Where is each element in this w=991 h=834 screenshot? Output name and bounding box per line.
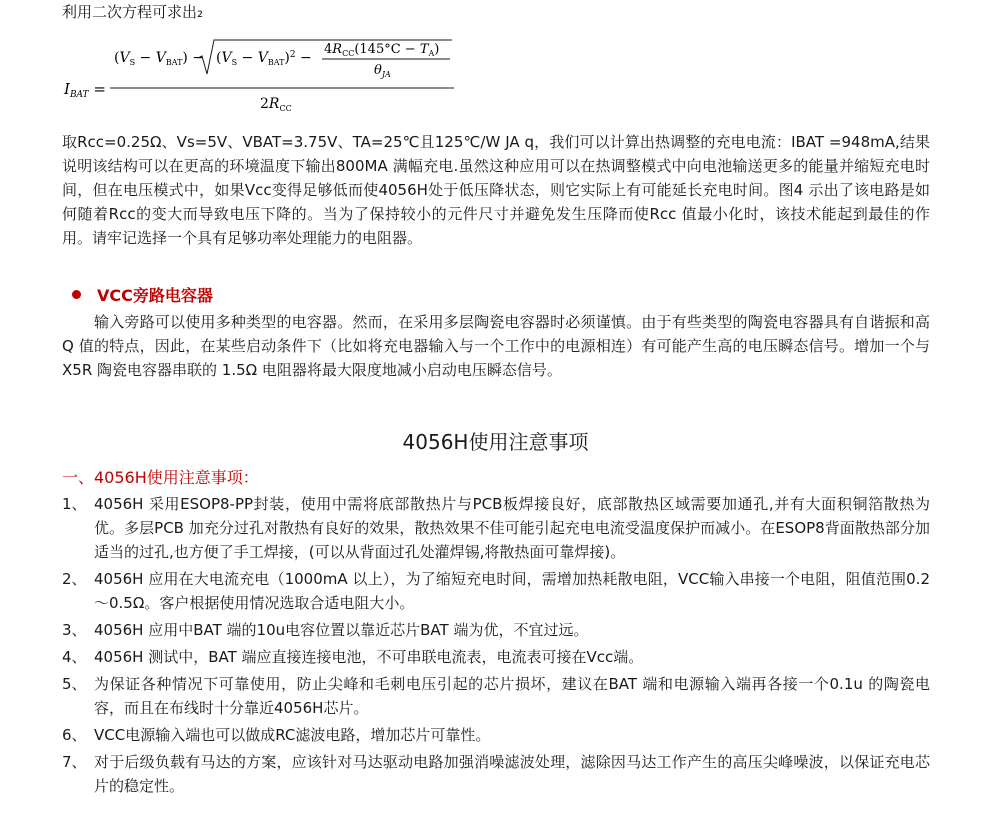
item-number: 4、 [62, 648, 87, 666]
item-text: 为保证各种情况下可靠使用，防止尖峰和毛刺电压引起的芯片损坏，建议在BAT 端和电源输入端再各接一个0.1u 的陶瓷电容，而且在布线时十分靠近4056H芯片。 [94, 675, 930, 717]
svg-text:(VS − VBAT)2 −: $(V_S - V_{BAT})^2$ − [216, 50, 312, 67]
item-text: 4056H 应用在大电流充电（1000mA 以上），为了缩短充电时间，需增加热耗散电阻，VCC输入串接一个电阻，阻值范围0.2～0.5Ω。客户根据使用情况选取合适电阻大小。 [94, 570, 930, 612]
item-text: VCC电源输入端也可以做成RC滤波电路，增加芯片可靠性。 [94, 726, 491, 744]
list-item [62, 672, 930, 720]
current-formula [62, 36, 462, 116]
item-number: 2、 [62, 570, 87, 588]
list-item [62, 645, 930, 669]
item-text: 4056H 测试中，BAT 端应直接连接电池，不可串联电流表，电流表可接在Vcc端。 [94, 648, 644, 666]
item-text: 4056H 应用中BAT 端的10u电容位置以靠近芯片BAT 端为优，不宜过远。 [94, 621, 589, 639]
item-number: 6、 [62, 726, 87, 744]
item-text: 对于后级负载有马达的方案，应该针对马达驱动电路加强消噪滤波处理，滤除因马达工作产生的高压尖峰噪波，以保证充电芯片的稳定性。 [94, 753, 930, 795]
vcc-section-heading [72, 284, 213, 308]
list-item [62, 750, 930, 798]
bullet-icon [72, 290, 81, 299]
vcc-heading-text: VCC旁路电容器 [97, 286, 213, 305]
svg-text:(VS − VBAT) −: $(V_S - V_{BAT})$ − [114, 50, 205, 67]
svg-text:θJA: $\theta_{JA}$ [374, 63, 391, 79]
svg-text:IBAT =: $I_{BAT}$ = [64, 80, 106, 100]
list-item [62, 492, 930, 564]
item-number: 5、 [62, 675, 87, 693]
item-number: 3、 [62, 621, 87, 639]
page-title: 4056H使用注意事项 [402, 430, 589, 454]
formula-graphic [62, 36, 462, 116]
vcc-section-body: 输入旁路可以使用多种类型的电容器。然而，在采用多层陶瓷电容器时必须谨慎。由于有些类型的陶瓷电容器具有自谐振和高 Q 值的特点，因此，在某些启动条件下（比如将充电器输入与一个工作中的电源相连）有可能产生高的电压瞬态信号。增加一个与 X5R 陶瓷电容器串联的 1.5Ω 电阻器将最大限度地减小启动电压瞬态信号。 [62, 313, 930, 379]
params-paragraph: 取Rcc=0.25Ω、Vs=5V、VBAT=3.75V、TA=25℃且125℃/W JA q，我们可以计算出热调整的充电电流：IBAT =948mA,结果说明该结构可以在更高的环境温度下输出800MA 满幅充电.虽然这种应用可以在热调整模式中向电池输送更多的能量并缩短充电时间，但在电压模式中，如果Vcc变得足够低而使4056H处于低压降状态，则它实际上有可能延长充电时间。图4 示出了该电路是如何随着Rcc的变大而导致电压下降的。当为了保持较小的元件尺寸并避免发生压降而使Rcc 值最小化时，该技术能起到最佳的作用。请牢记选择一个具有足够功率处理能力的电阻器。 [62, 133, 930, 247]
list-item [62, 723, 930, 747]
svg-text:2RCC: $2R_{CC}$ [260, 96, 292, 113]
item-number: 1、 [62, 495, 87, 513]
list-item [62, 567, 930, 615]
intro-line: 利用二次方程可求出₂ [62, 3, 204, 21]
item-number: 7、 [62, 753, 87, 771]
item-text: 4056H 采用ESOP8-PP封装，使用中需将底部散热片与PCB板焊接良好，底部散热区域需要加通孔,并有大面积铜箔散热为优。多层PCB 加充分过孔对散热有良好的效果，散热效果不佳可能引起充电电流受温度保护而减小。在ESOP8背面散热部分加适当的过孔,也方便了手工焊接，(可以从背面过孔处灌焊锡,将散热面可靠焊接)。 [94, 495, 930, 561]
svg-text:4RCC(145°C − TA): $4R_{CC}(145^\circ C - T_A)$ [324, 42, 440, 58]
list-item [62, 618, 930, 642]
notes-heading: 一、4056H使用注意事项： [62, 468, 259, 487]
notes-list [62, 492, 930, 801]
